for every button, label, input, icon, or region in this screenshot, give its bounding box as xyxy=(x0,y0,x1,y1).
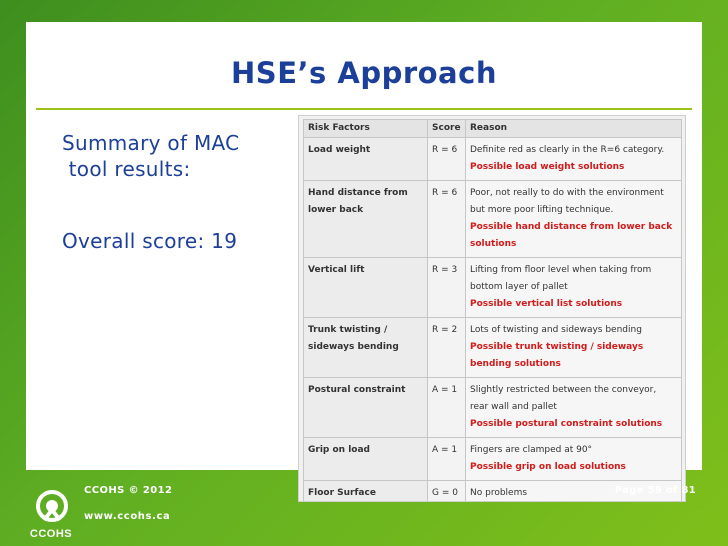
header-score: Score xyxy=(428,120,466,138)
risk-factor-cell: Postural constraint xyxy=(304,378,428,438)
table-row xyxy=(304,258,682,318)
summary-line-1: Summary of MAC xyxy=(62,131,240,155)
overall-score: Overall score: 19 xyxy=(62,229,238,253)
header-reason: Reason xyxy=(466,120,682,138)
risk-factor-cell: Floor Surface xyxy=(304,481,428,503)
reason-text: Fingers are clamped at 90° xyxy=(470,445,593,455)
table-row xyxy=(304,438,682,481)
reason-cell xyxy=(466,181,682,258)
table-header-row xyxy=(304,120,682,138)
score-cell: R = 6 xyxy=(428,181,466,258)
summary-text xyxy=(62,130,307,182)
risk-factor-cell: Hand distance from lower back xyxy=(304,181,428,258)
website-link[interactable]: www.ccohs.ca xyxy=(84,511,171,522)
score-cell: R = 3 xyxy=(428,258,466,318)
reason-text: No problems xyxy=(470,488,528,498)
logo-text: CCOHS xyxy=(29,528,73,540)
reason-cell xyxy=(466,438,682,481)
score-cell: A = 1 xyxy=(428,378,466,438)
solution-link[interactable]: Possible trunk twisting / sideways bending solutions xyxy=(470,342,644,369)
copyright-text: CCOHS © 2012 xyxy=(84,485,173,496)
risk-factor-cell: Load weight xyxy=(304,138,428,181)
reason-cell xyxy=(466,138,682,181)
reason-text: Definite red as clearly in the R=6 category. xyxy=(470,145,665,155)
page-number: Page 59 of 81 xyxy=(614,485,696,496)
reason-text: Slightly restricted between the conveyor, rear wall and pallet xyxy=(470,385,657,412)
table-row xyxy=(304,318,682,378)
risk-factor-cell: Grip on load xyxy=(304,438,428,481)
risk-factor-cell: Trunk twisting / sideways bending xyxy=(304,318,428,378)
risk-factor-cell: Vertical lift xyxy=(304,258,428,318)
solution-link[interactable]: Possible load weight solutions xyxy=(470,162,625,172)
reason-text: Poor, not really to do with the environment but more poor lifting technique. xyxy=(470,188,664,215)
summary-line-2: tool results: xyxy=(62,157,191,181)
solution-link[interactable]: Possible vertical list solutions xyxy=(470,299,623,309)
title-divider xyxy=(36,108,692,110)
reason-cell xyxy=(466,258,682,318)
mac-results-table xyxy=(303,119,682,502)
table-row xyxy=(304,181,682,258)
reason-cell xyxy=(466,318,682,378)
score-cell: R = 6 xyxy=(428,138,466,181)
solution-link[interactable]: Possible hand distance from lower back solutions xyxy=(470,222,673,249)
score-cell: G = 0 xyxy=(428,481,466,503)
slide-title: HSE’s Approach xyxy=(231,56,497,90)
reason-cell xyxy=(466,378,682,438)
mac-results-table-image xyxy=(298,115,686,502)
ccohs-logo-icon xyxy=(30,488,74,526)
reason-text: Lots of twisting and sideways bending xyxy=(470,325,642,335)
solution-link[interactable]: Possible grip on load solutions xyxy=(470,462,626,472)
table-row xyxy=(304,378,682,438)
header-risk-factors: Risk Factors xyxy=(304,120,428,138)
score-cell: A = 1 xyxy=(428,438,466,481)
table-row xyxy=(304,138,682,181)
score-cell: R = 2 xyxy=(428,318,466,378)
solution-link[interactable]: Possible postural constraint solutions xyxy=(470,419,663,429)
reason-text: Lifting from floor level when taking from bottom layer of pallet xyxy=(470,265,652,292)
